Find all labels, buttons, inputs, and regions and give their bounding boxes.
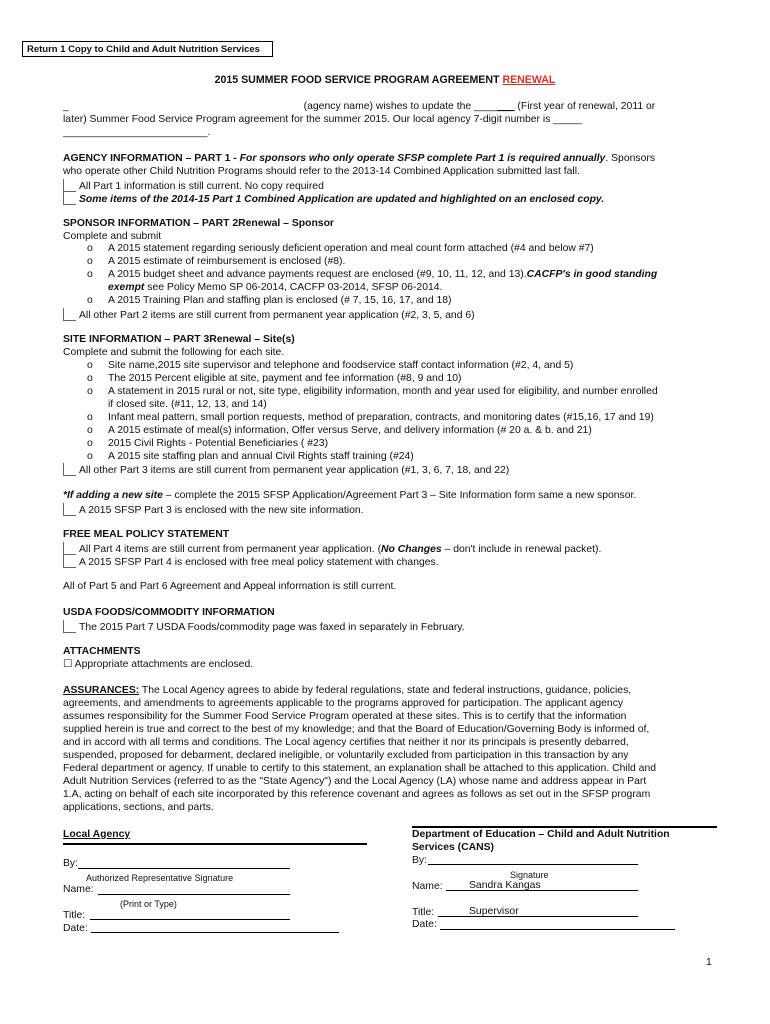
part1-checkbox-row-2 [63,192,604,207]
cans-rule [412,826,717,828]
free-meal-enclosed-label: A 2015 SFSP Part 4 is enclosed with free meal policy statement with changes. [79,557,439,568]
new-site-checkbox-label: A 2015 SFSP Part 3 is enclosed with the new site information. [79,505,364,516]
local-title-label: Title: [63,910,86,921]
attachments-label: Appropriate attachments are enclosed. [72,659,254,670]
cans-name-label: Name: [412,881,443,892]
bullet-icon: o [87,360,93,371]
assurances-line-3: assumes responsibility for the Summer Food Service Program operated at these sites. This is to certify that the information [63,711,627,722]
new-site-text: – complete the 2015 SFSP Application/Agreement Part 3 – Site Information form same a new sponsor. [162,490,637,501]
local-title-line[interactable] [90,919,290,920]
cans-title-value: Supervisor [469,906,519,917]
usda-faxed-checkbox[interactable] [63,620,76,633]
part3-item-4: Infant meal pattern, small portion requests, method of preparation, contracts, and monitoring dates (#15,16, 17 and 19) [108,412,654,423]
part3-subheading: Complete and submit the following for each site. [63,347,285,358]
assurances-line-2: agreements, and amendments to agreements applicable to the programs approved for participation. The applicant agency [63,698,624,709]
part2-item-4: A 2015 Training Plan and staffing plan is enclosed (# 7, 15, 16, 17, and 18) [108,295,452,306]
part3-checkbox-row [63,463,509,478]
cans-title-line [438,916,638,917]
cans-heading-line-2: Services (CANS) [412,842,495,853]
part3-item-1: Site name,2015 site supervisor and telephone and foodservice staff contact information (#2, 4, and 5) [108,360,574,371]
part2-item-3-emph: CACFP's in good standing [526,269,658,280]
part3-current-checkbox[interactable] [63,463,76,476]
new-site-line [63,490,636,503]
part2-item-1: A 2015 statement regarding seriously deficient operation and meal count form attached (#4 and below #7) [108,243,594,254]
part2-subheading: Complete and submit [63,231,162,242]
free-meal-current-label: All Part 4 items are still current from permanent year application. ( [79,544,382,555]
cans-date-label: Date: [412,919,437,930]
part3-current-label: All other Part 3 items are still current from permanent year application (#1, 3, 6, 7, 18, and 22) [79,465,510,476]
return-instructions-box: Return 1 Copy to Child and Adult Nutrition Services [22,41,273,57]
bullet-icon: o [87,256,93,267]
bullet-icon: o [87,412,93,423]
part1-updated-checkbox[interactable] [63,192,76,205]
attachments-heading: ATTACHMENTS [63,646,141,657]
local-date-label: Date: [63,923,88,934]
local-signature-caption: Authorized Representative Signature [86,873,234,883]
cans-date-line[interactable] [440,929,675,930]
part1-heading-emph: For sponsors who only operate SFSP complete Part 1 is required annually [239,153,606,164]
intro-line-3: _________________________. [63,127,211,138]
part3-item-5: A 2015 estimate of meal(s) information, Offer versus Serve, and delivery information (# 20 a. & b. and 21) [108,425,592,436]
intro-line-2: later) Summer Food Service Program agreement for the summer 2015. Our local agency 7-digit number is _____ [63,114,583,125]
local-by-label: By: [63,858,79,869]
bullet-icon: o [87,373,93,384]
bullet-icon: o [87,425,93,436]
attachments-checkbox[interactable]: ☐ [63,659,73,670]
page-number: 1 [706,957,712,968]
usda-heading: USDA FOODS/COMMODITY INFORMATION [63,607,275,618]
local-agency-rule [63,843,367,845]
cans-signature-line[interactable] [428,864,638,865]
free-meal-no-changes: No Changes [381,544,442,555]
part1-heading [63,153,655,166]
part2-current-checkbox[interactable] [63,308,76,321]
new-site-checkbox-row [63,503,364,518]
part3-heading: SITE INFORMATION – PART 3Renewal – Site(s) [63,334,295,345]
assurances-line-5: and in accord with all terms and conditions. The Local agency certifies that neither it nor its principals is presently debarred, [63,737,629,748]
cans-heading-line-1: Department of Education – Child and Adult Nutrition [412,829,670,840]
page-title [0,74,770,87]
part2-item-2: A 2015 estimate of reimbursement is enclosed (#8). [108,256,346,267]
intro-line-1 [63,101,655,114]
local-agency-heading: Local Agency [63,829,131,840]
attachments-row [63,659,253,672]
title-renewal: RENEWAL [502,74,556,86]
assurances-label: ASSURANCES: [63,685,140,696]
usda-faxed-label: The 2015 Part 7 USDA Foods/commodity page was faxed in separately in February. [79,622,465,633]
agency-name-blank[interactable]: _ [63,101,69,112]
part2-current-label: All other Part 2 items are still current from permanent year application (#2, 3, 5, and 6) [79,310,475,321]
intro-line-1-tail: (First year of renewal, 2011 or [514,101,656,112]
local-name-line[interactable] [98,894,290,895]
part2-heading: SPONSOR INFORMATION – PART 2Renewal – Sponsor [63,218,334,229]
assurances-line-1 [63,685,631,698]
part2-item-3 [108,269,657,282]
assurances-line-6: suspended, proposed for debarment, declared ineligible, or voluntarily excluded from participation in this transaction by any [63,750,629,761]
local-name-label: Name: [63,884,94,895]
free-meal-heading: FREE MEAL POLICY STATEMENT [63,529,230,540]
part5-6-statement: All of Part 5 and Part 6 Agreement and Appeal information is still current. [63,581,397,592]
free-meal-checkbox-row-2 [63,555,439,570]
assurances-line-10: applications, sections, and parts. [63,802,214,813]
part1-current-checkbox[interactable] [63,179,76,192]
part2-item-3-exempt: exempt [108,282,145,293]
free-meal-current-checkbox[interactable] [63,542,76,555]
local-date-line[interactable] [91,932,339,933]
assurances-text-1: The Local Agency agrees to abide by federal regulations, state and federal instructions, guidance, policies, [139,685,632,696]
title-main: 2015 SUMMER FOOD SERVICE PROGRAM AGREEMENT [214,74,503,86]
bullet-icon: o [87,386,93,397]
part3-item-3-cont: if closed site. (#11, 12, 13, and 14) [108,399,267,410]
first-year-blank[interactable]: ___ [497,101,515,112]
usda-checkbox-row [63,620,465,635]
part3-item-2: The 2015 Percent eligible at site, payment and fee information (#8, 9 and 10) [108,373,462,384]
assurances-line-9: 1.A, acting on behalf of each site incorporated by this reference covenant and agrees as follows as set out in the SFSP program [63,789,651,800]
local-signature-line[interactable] [78,868,290,869]
cans-by-label: By: [412,855,428,866]
local-print-caption: (Print or Type) [120,899,177,909]
bullet-icon: o [87,295,93,306]
new-site-emph: *If adding a new site [63,490,163,501]
part1-heading-label: AGENCY INFORMATION – PART 1 - [63,153,240,164]
free-meal-current-tail: – don't include in renewal packet). [441,544,602,555]
part2-item-3-text: A 2015 budget sheet and advance payments request are enclosed (#9, 10, 11, 12, and 13). [108,269,527,280]
cans-title-label: Title: [412,907,435,918]
new-site-checkbox[interactable] [63,503,76,516]
part3-item-3: A statement in 2015 rural or not, site type, eligibility information, month and year used for eligibility, and number enrolled [108,386,658,397]
bullet-icon: o [87,243,93,254]
part1-line-2: who operate other Child Nutrition Programs should refer to the 2013-14 Combined Application submitted last fall. [63,166,580,177]
assurances-line-7: Federal department or agency. If unable to certify to this statement, an explanation shall be attached to this application. Child and [63,763,657,774]
bullet-icon: o [87,451,93,462]
part3-item-6: 2015 Civil Rights - Potential Beneficiaries ( #23) [108,438,329,449]
assurances-line-8: Adult Nutrition Services (referred to as the "State Agency") and the Local Agency (LA) whose name and address appear in Part [63,776,647,787]
bullet-icon: o [87,269,93,280]
part1-heading-tail: . Sponsors [605,153,656,164]
part2-checkbox-row [63,308,475,323]
bullet-icon: o [87,438,93,449]
part1-updated-label: Some items of the 2014-15 Part 1 Combined Application are updated and highlighted on an enclosed copy. [79,194,605,205]
part3-item-7: A 2015 site staffing plan and annual Civil Rights staff training (#24) [108,451,414,462]
part2-item-3-cont [108,282,442,295]
part2-item-3-memo: see Policy Memo SP 06-2014, CACFP 03-2014, SFSP 06-2014. [144,282,443,293]
part1-current-label: All Part 1 information is still current. No copy required [79,181,324,192]
intro-line-1-text: (agency name) wishes to update the ____ [300,101,498,112]
cans-signature-caption: Signature [510,870,549,880]
free-meal-enclosed-checkbox[interactable] [63,555,76,568]
cans-name-value: Sandra Kangas [469,880,541,891]
assurances-line-4: supplied herein is true and correct to the best of my knowledge; and that the Board of Education/Governing Body is informed of, [63,724,650,735]
